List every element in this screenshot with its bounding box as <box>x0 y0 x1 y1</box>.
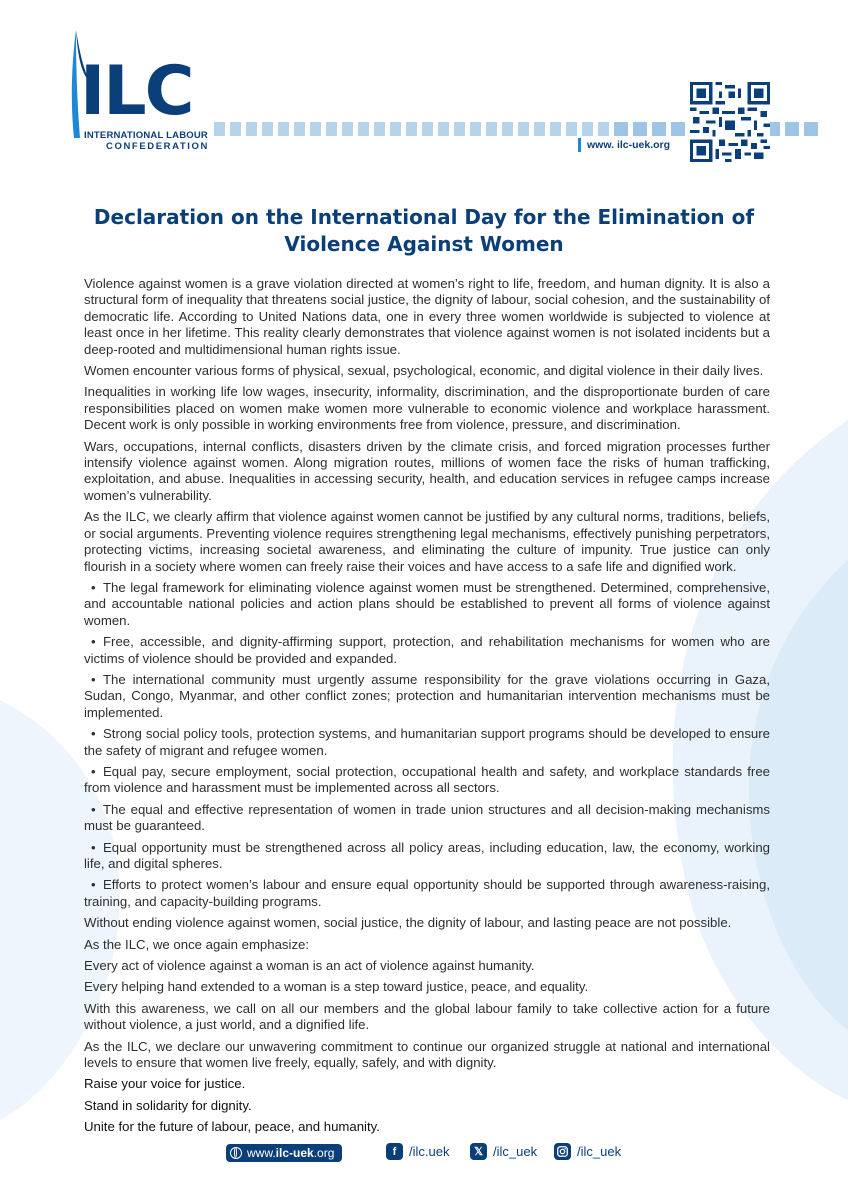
facebook-handle: /ilc.uek <box>409 1144 450 1159</box>
paragraph: Women encounter various forms of physical, sexual, psychological, economic, and digital violence in their daily lives. <box>84 363 764 379</box>
logo-wordmark: ILC <box>80 52 193 131</box>
paragraph: Every helping hand extended to a woman is a step toward justice, peace, and equality. <box>84 979 589 995</box>
list-item: • The legal framework for eliminating violence against women must be strengthened. Determined, comprehensive, and accountable national policies and action plans should be established to prevent all forms of violence against women. <box>84 579 770 628</box>
list-item: • Strong social policy tools, protection systems, and humanitarian support programs should be developed to ensure the safety of migrant and refugee women. <box>84 726 770 758</box>
logo-subtitle-line1: INTERNATIONAL LABOUR <box>84 130 208 141</box>
website-link-footer[interactable]: www.ilc-uek.org <box>226 1144 342 1162</box>
slogan: Raise your voice for justice. <box>84 1076 246 1092</box>
declaration-body <box>84 276 770 1141</box>
list-item: • Equal pay, secure employment, social protection, occupational health and safety, and workplace standards free from violence and harassment must be implemented across all sectors. <box>84 763 770 796</box>
list-item: • The international community must urgently assume responsibility for the grave violations occurring in Gaza, Sudan, Congo, Myanmar, and other conflict zones; protection and humanitarian intervention mechanisms must be implemented. <box>84 671 770 720</box>
header <box>0 0 848 180</box>
demands-list <box>84 580 770 910</box>
website-link-top[interactable]: www. ilc-uek.org <box>578 138 691 152</box>
globe-icon <box>230 1147 242 1159</box>
x-link[interactable] <box>470 1143 537 1160</box>
footer <box>0 1138 848 1168</box>
paragraph: Inequalities in working life low wages, insecurity, informality, discrimination, and the disproportionate burden of care responsibilities placed on women make women more vulnerable to economic violence and workplace harassment. Decent work is only possible in working environments free from violence, pressure, and discrimination. <box>84 384 770 433</box>
ilc-logo <box>54 30 224 150</box>
instagram-handle: /ilc_uek <box>577 1144 622 1159</box>
paragraph: As the ILC, we declare our unwavering commitment to continue our organized struggle at national and international levels to ensure that women live freely, equally, safely, and with dignity. <box>84 1038 770 1071</box>
paragraph: With this awareness, we call on all our members and the global labour family to take collective action for a future without violence, a just world, and a dignified life. <box>84 1000 770 1033</box>
instagram-link[interactable] <box>554 1143 621 1160</box>
instagram-icon <box>554 1143 571 1160</box>
slogan: Unite for the future of labour, peace, and humanity. <box>84 1119 380 1135</box>
page-title: Declaration on the International Day for the Elimination of Violence Against Women <box>93 205 755 256</box>
qr-code-icon[interactable] <box>690 82 770 162</box>
x-handle: /ilc_uek <box>493 1144 538 1159</box>
list-item: • Free, accessible, and dignity-affirming support, protection, and rehabilitation mechanisms for women who are victims of violence should be provided and expanded. <box>84 634 770 666</box>
list-item: • Efforts to protect women’s labour and ensure equal opportunity should be supported through awareness-raising, training, and capacity-building programs. <box>84 877 770 909</box>
paragraph: Without ending violence against women, social justice, the dignity of labour, and lasting peace are not possible. <box>84 915 732 931</box>
paragraph: Every act of violence against a woman is an act of violence against humanity. <box>84 958 535 974</box>
closing-slogans <box>84 1076 770 1135</box>
x-icon: 𝕏 <box>470 1143 487 1160</box>
list-item: • The equal and effective representation of women in trade union structures and all decision-making mechanisms must be guaranteed. <box>84 801 770 834</box>
slogan: Stand in solidarity for dignity. <box>84 1097 252 1113</box>
paragraph: As the ILC, we once again emphasize: <box>84 936 310 952</box>
facebook-icon: f <box>386 1143 403 1160</box>
paragraph: Violence against women is a grave violation directed at women’s right to life, freedom, and human dignity. It is also a structural form of inequality that threatens social justice, the dignity of labour, social cohesion, and the sustainability of democratic life. According to United Nations data, one in every three women worldwide is subjected to violence at least once in her lifetime. This reality clearly demonstrates that violence against women is not isolated incidents but a deep-rooted and multidimensional human rights issue. <box>84 276 770 357</box>
facebook-link[interactable] <box>386 1143 449 1160</box>
logo-subtitle-line2: CONFEDERATION <box>106 141 209 152</box>
paragraph: Wars, occupations, internal conflicts, disasters driven by the climate crisis, and forced migration processes further intensify violence against women. Along migration routes, millions of women face the risks of human trafficking, exploitation, and abuse. Inequalities in accessing security, health, and education services in refugee camps increase women’s vulnerability. <box>84 438 770 503</box>
paragraph: As the ILC, we clearly affirm that violence against women cannot be justified by any cultural norms, traditions, beliefs, or social arguments. Preventing violence requires strengthening legal mechanisms, effectively punishing perpetrators, protecting victims, increasing societal awareness, and eliminating the culture of impunity. True justice can only flourish in a society where women can freely raise their voices and have access to a safe life and dignified work. <box>84 509 770 574</box>
list-item: • Equal opportunity must be strengthened across all policy areas, including education, law, the economy, working life, and digital spheres. <box>84 839 770 871</box>
